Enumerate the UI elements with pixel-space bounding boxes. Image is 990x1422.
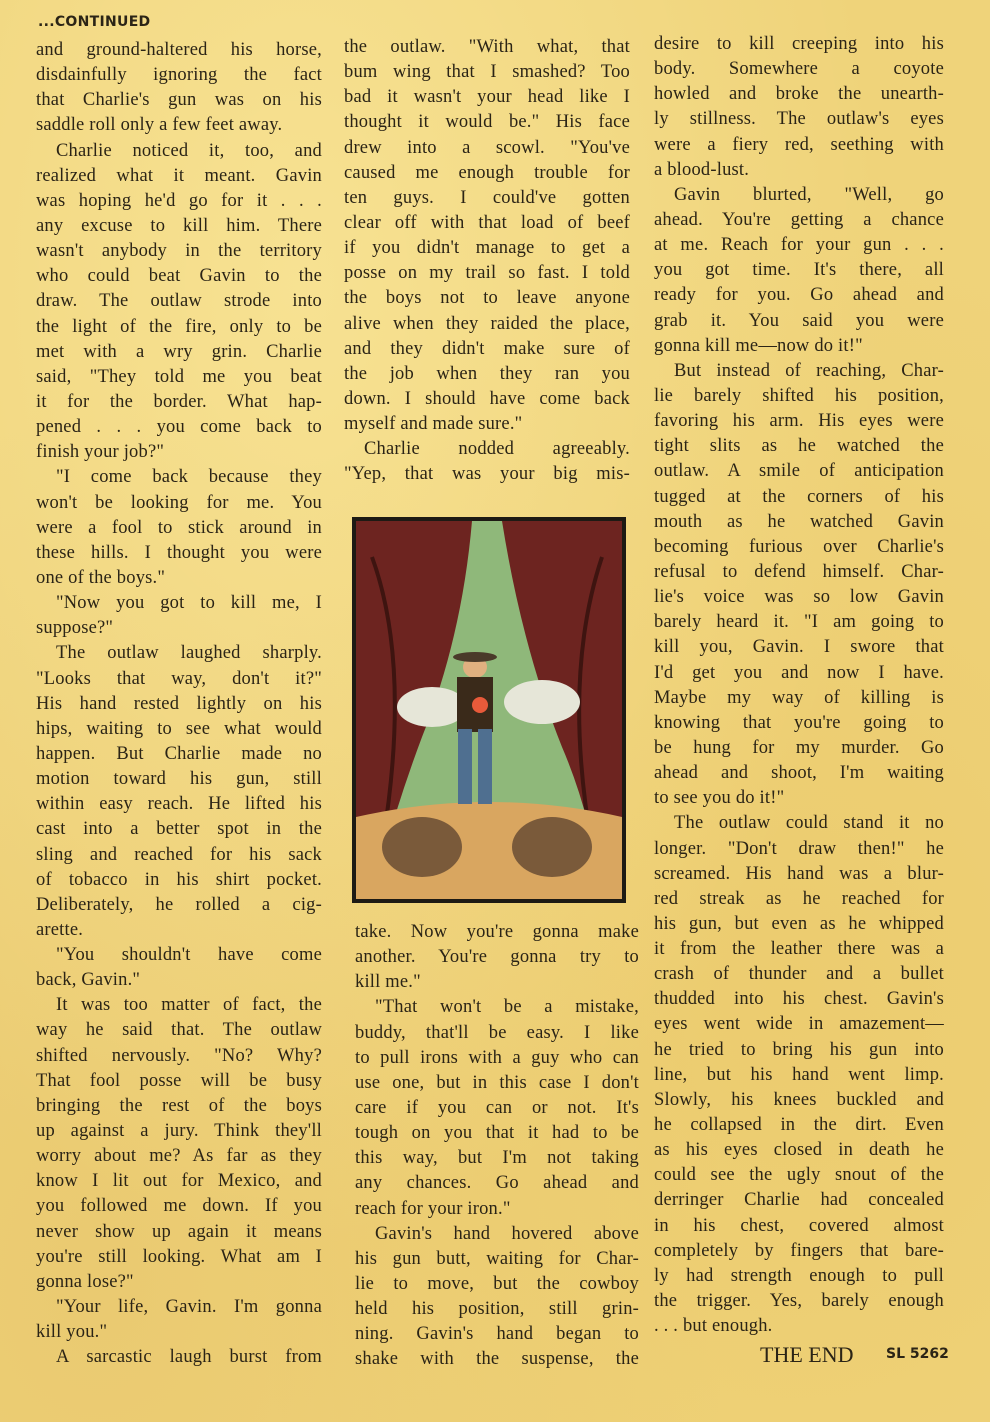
text-line: he collapsed in the dirt. Even — [654, 1115, 944, 1136]
text-line: bad it wasn't your head like I — [344, 87, 630, 108]
text-line: the job when they ran you — [344, 363, 630, 384]
text-line: ning. Gavin's hand began to — [355, 1324, 639, 1345]
text-line: the light of the fire, only to be — [36, 316, 322, 337]
paragraph — [344, 437, 630, 487]
text-line: was hoping he'd go for it . . . — [36, 190, 322, 211]
paragraph — [36, 993, 322, 1295]
text-line: use one, but in this case I don't — [355, 1072, 639, 1093]
text-line: alive when they raided the place, — [344, 313, 630, 334]
text-line: Charlie noticed it, too, and — [56, 140, 322, 161]
text-line: take. Now you're gonna make — [355, 922, 639, 942]
text-line: held his position, still grin- — [355, 1299, 639, 1320]
text-line: know I lit out for Mexico, and — [36, 1171, 322, 1192]
text-line: line, but his hand went limp. — [654, 1064, 944, 1085]
text-line: any chances. Go ahead and — [355, 1173, 639, 1194]
text-line: longer. "Don't draw then!" he — [654, 838, 944, 859]
text-line: derringer Charlie had concealed — [654, 1190, 944, 1211]
text-line: arette. — [36, 919, 84, 940]
text-line: pened . . . you come back to — [36, 417, 322, 438]
text-line: reach for your iron." — [355, 1198, 511, 1219]
text-line: That fool posse will be busy — [36, 1070, 322, 1091]
text-line: if you didn't manage to get a — [344, 238, 630, 259]
text-line: and they didn't make sure of — [344, 338, 630, 359]
text-line: the outlaw. "With what, that — [344, 37, 630, 57]
text-line: lie to move, but the cowboy — [355, 1273, 639, 1294]
text-line: I'd get you and now I have. — [654, 662, 944, 683]
text-line: shifted nervously. "No? Why? — [36, 1045, 322, 1066]
text-line: a blood-lust. — [654, 159, 750, 180]
text-line: mouth as he watched Gavin — [654, 511, 944, 532]
text-line: you followed me down. If you — [36, 1196, 322, 1217]
text-line: tough on you that it had to be — [355, 1123, 639, 1144]
text-line: kill you, Gavin. I swore that — [654, 637, 944, 658]
text-line: that Charlie's gun was on his — [36, 90, 322, 111]
paragraph — [36, 139, 322, 466]
paragraph — [654, 32, 944, 183]
text-line: completely by fingers that bare- — [654, 1240, 944, 1261]
text-line: body. Somewhere a coyote — [654, 59, 944, 80]
text-line: bum wing that I smashed? Too — [344, 62, 630, 83]
text-line: up against a jury. Think they'll — [36, 1121, 322, 1142]
text-line: kill me." — [355, 972, 421, 993]
text-line: The outlaw laughed sharply. — [56, 643, 322, 664]
text-line: . . . but enough. — [654, 1316, 773, 1337]
text-line: of tobacco in his shirt pocket. — [36, 869, 322, 890]
text-line: crash of thunder and a bullet — [654, 964, 944, 985]
text-line: saddle roll only a few feet away. — [36, 115, 283, 136]
text-line: realized what it meant. Gavin — [36, 165, 322, 186]
text-line: you're still looking. What am I — [36, 1246, 322, 1267]
text-line: back, Gavin." — [36, 970, 141, 991]
text-line: the trigger. Yes, barely enough — [654, 1291, 944, 1312]
text-line: barely heard it. "I am going to — [654, 612, 944, 633]
text-line: it for the border. What hap- — [36, 391, 322, 412]
text-line: ly had strength enough to pull — [654, 1265, 944, 1286]
text-line: grab it. You said you were — [654, 310, 944, 331]
text-line: could see the ugly snout of the — [654, 1165, 944, 1186]
text-line: disdainfully ignoring the fact — [36, 65, 322, 86]
text-line: suppose?" — [36, 618, 114, 639]
text-line: Charlie nodded agreeably. — [364, 439, 630, 460]
text-line: happen. But Charlie made no — [36, 743, 322, 764]
paragraph — [36, 38, 322, 139]
text-line: red streak as he reached for — [654, 888, 944, 909]
text-line: eyes went wide in amazement— — [654, 1014, 944, 1035]
text-line: one of the boys." — [36, 567, 166, 588]
text-line: ahead. You're getting a chance — [654, 209, 944, 230]
text-line: tugged at the corners of his — [654, 486, 944, 507]
paragraph — [36, 1345, 322, 1370]
paragraph — [36, 641, 322, 943]
paragraph — [344, 35, 630, 437]
text-line: thought it would be." His face — [344, 112, 630, 133]
text-line: he tried to bring his gun into — [654, 1039, 944, 1060]
text-line: kill you." — [36, 1322, 108, 1343]
text-line: ready for you. Go ahead and — [654, 285, 944, 306]
text-line: clear off with that load of beef — [344, 212, 630, 233]
text-line: in his chest, covered almost — [654, 1215, 944, 1236]
text-line: another. You're gonna try to — [355, 947, 639, 968]
text-line: cast into a better spot in the — [36, 819, 322, 840]
text-line: his gun, but even as he whipped — [654, 913, 944, 934]
paragraph — [654, 183, 944, 359]
text-line: care if you can or not. It's — [355, 1097, 639, 1118]
gunfight-illustration — [352, 517, 626, 903]
text-line: draw. The outlaw strode into — [36, 291, 322, 312]
paragraph — [36, 943, 322, 993]
text-line: becoming furious over Charlie's — [654, 536, 944, 557]
text-line: drew into a scowl. "You've — [344, 137, 630, 158]
text-line: "Your life, Gavin. I'm gonna — [56, 1297, 322, 1318]
text-line: met with a wry grin. Charlie — [36, 341, 322, 362]
text-line: gonna kill me—now do it!" — [654, 335, 863, 356]
text-line: ahead and shoot, I'm waiting — [654, 763, 944, 784]
paragraph — [355, 920, 639, 995]
text-line: ly stillness. The outlaw's eyes — [654, 109, 944, 130]
text-line: any excuse to kill him. There — [36, 215, 322, 236]
text-line: outlaw. A smile of anticipation — [654, 461, 944, 482]
text-line: won't be looking for me. You — [36, 492, 322, 513]
issue-code: SL 5262 — [886, 1346, 949, 1362]
text-line: you got time. It's there, all — [654, 260, 944, 281]
text-line: finish your job?" — [36, 442, 165, 463]
text-line: hips, waiting to see what would — [36, 718, 322, 739]
text-line: refusal to defend himself. Char- — [654, 561, 944, 582]
paragraph — [36, 1295, 322, 1345]
text-line: thudded into his chest. Gavin's — [654, 989, 944, 1010]
text-line: screamed. His hand was a blur- — [654, 863, 944, 884]
the-end-label: THE END — [760, 1342, 854, 1367]
text-line: his gun butt, waiting for Char- — [355, 1248, 639, 1269]
text-line: His hand rested lightly on his — [36, 693, 322, 714]
text-line: Slowly, his knees buckled and — [654, 1089, 944, 1110]
paragraph — [36, 591, 322, 641]
text-line: way he said that. The outlaw — [36, 1020, 322, 1041]
illustration-panel — [352, 517, 626, 903]
text-line: never show up again it means — [36, 1221, 322, 1242]
text-line: tight slits as he watched the — [654, 436, 944, 457]
text-line: this way, but I'm not taking — [355, 1148, 639, 1169]
text-column-2-top — [344, 35, 630, 488]
text-line: favoring his arm. His eyes were — [654, 411, 944, 432]
text-line: Maybe my way of killing is — [654, 687, 944, 708]
text-line: knowing that you're going to — [654, 712, 944, 733]
text-line: bringing the rest of the boys — [36, 1095, 322, 1116]
text-line: "Now you got to kill me, I — [56, 593, 322, 614]
text-line: buddy, that'll be easy. I like — [355, 1022, 639, 1043]
text-line: were a fool to stick around in — [36, 517, 322, 538]
text-line: at me. Reach for your gun . . . — [654, 235, 944, 256]
text-line: wasn't anybody in the territory — [36, 241, 322, 262]
text-line: the boys not to leave anyone — [344, 288, 630, 309]
text-line: worry about me? As far as they — [36, 1146, 322, 1167]
text-line: A sarcastic laugh burst from — [56, 1347, 322, 1368]
text-line: as his eyes closed in death he — [654, 1140, 944, 1161]
text-line: howled and broke the unearth- — [654, 84, 944, 105]
text-line: and ground-haltered his horse, — [36, 40, 322, 60]
text-line: It was too matter of fact, the — [56, 995, 322, 1016]
text-line: "Yep, that was your big mis- — [344, 464, 630, 485]
text-line: "Looks that way, don't it?" — [36, 668, 322, 689]
paragraph — [355, 1222, 639, 1373]
paragraph — [355, 995, 639, 1221]
continued-label: ...CONTINUED — [38, 14, 151, 30]
text-line: myself and made sure." — [344, 414, 523, 435]
text-line: these hills. I thought you were — [36, 542, 322, 563]
text-line: caused me enough trouble for — [344, 162, 630, 183]
text-line: "That won't be a mistake, — [375, 997, 639, 1018]
paragraph — [36, 465, 322, 591]
text-line: The outlaw could stand it no — [674, 813, 944, 834]
text-line: to see you do it!" — [654, 788, 785, 809]
paragraph — [654, 811, 944, 1339]
text-line: lie barely shifted his position, — [654, 385, 944, 406]
text-line: posse on my trail so fast. I told — [344, 263, 630, 284]
text-line: sling and reached for his sack — [36, 844, 322, 865]
text-line: were a fiery red, seething with — [654, 134, 944, 155]
text-line: who could beat Gavin to the — [36, 266, 322, 287]
text-line: lie's voice was so low Gavin — [654, 587, 944, 608]
text-line: to pull irons with a guy who can — [355, 1047, 639, 1068]
text-line: within easy reach. He lifted his — [36, 794, 322, 815]
text-column-3 — [654, 32, 944, 1339]
text-line: But instead of reaching, Char- — [674, 360, 944, 381]
text-line: said, "They told me you beat — [36, 366, 322, 387]
text-line: shake with the suspense, the — [355, 1349, 639, 1370]
text-line: it from the leather there was a — [654, 939, 944, 960]
text-line: ten guys. I could've gotten — [344, 187, 630, 208]
text-line: "I come back because they — [56, 467, 322, 488]
text-line: desire to kill creeping into his — [654, 34, 944, 54]
text-line: Gavin's hand hovered above — [375, 1223, 639, 1244]
text-line: Deliberately, he rolled a cig- — [36, 894, 322, 915]
text-column-2-bottom — [355, 920, 639, 1373]
text-line: be hung for my murder. Go — [654, 737, 944, 758]
text-line: Gavin blurted, "Well, go — [674, 184, 944, 205]
text-line: motion toward his gun, still — [36, 769, 322, 790]
text-line: gonna lose?" — [36, 1271, 134, 1292]
text-line: "You shouldn't have come — [56, 945, 322, 966]
paragraph — [654, 359, 944, 812]
text-line: down. I should have come back — [344, 388, 630, 409]
text-column-1 — [36, 38, 322, 1370]
